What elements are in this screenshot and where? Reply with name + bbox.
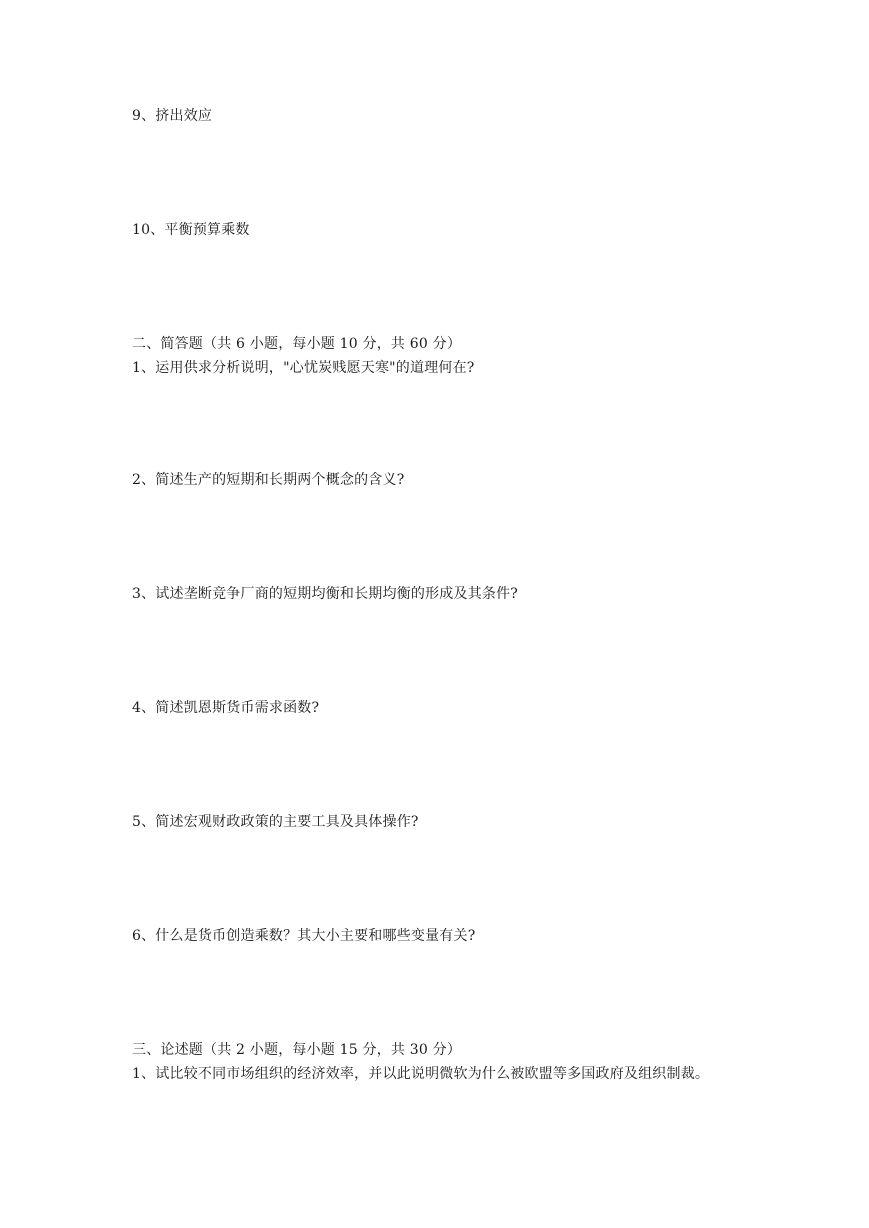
short-answer-question-1: 1、运用供求分析说明，"心忧炭贱愿天寒"的道理何在?	[132, 360, 475, 376]
term-crowding-out-effect: 9、挤出效应	[132, 108, 213, 124]
short-answer-question-5: 5、简述宏观财政政策的主要工具及具体操作?	[132, 814, 419, 830]
term-balanced-budget-multiplier: 10、平衡预算乘数	[132, 222, 250, 238]
short-answer-question-2: 2、简述生产的短期和长期两个概念的含义?	[132, 472, 405, 488]
essay-question-1: 1、试比较不同市场组织的经济效率，并以此说明微软为什么被欧盟等多国政府及组织制裁。	[132, 1066, 710, 1082]
section-3-heading: 三、论述题（共 2 小题，每小题 15 分，共 30 分）	[132, 1042, 462, 1058]
short-answer-question-6: 6、什么是货币创造乘数？其大小主要和哪些变量有关?	[132, 928, 476, 944]
section-2-heading: 二、简答题（共 6 小题，每小题 10 分，共 60 分）	[132, 336, 462, 352]
short-answer-question-3: 3、试述垄断竞争厂商的短期均衡和长期均衡的形成及其条件?	[132, 586, 519, 602]
short-answer-question-4: 4、简述凯恩斯货币需求函数?	[132, 700, 320, 716]
